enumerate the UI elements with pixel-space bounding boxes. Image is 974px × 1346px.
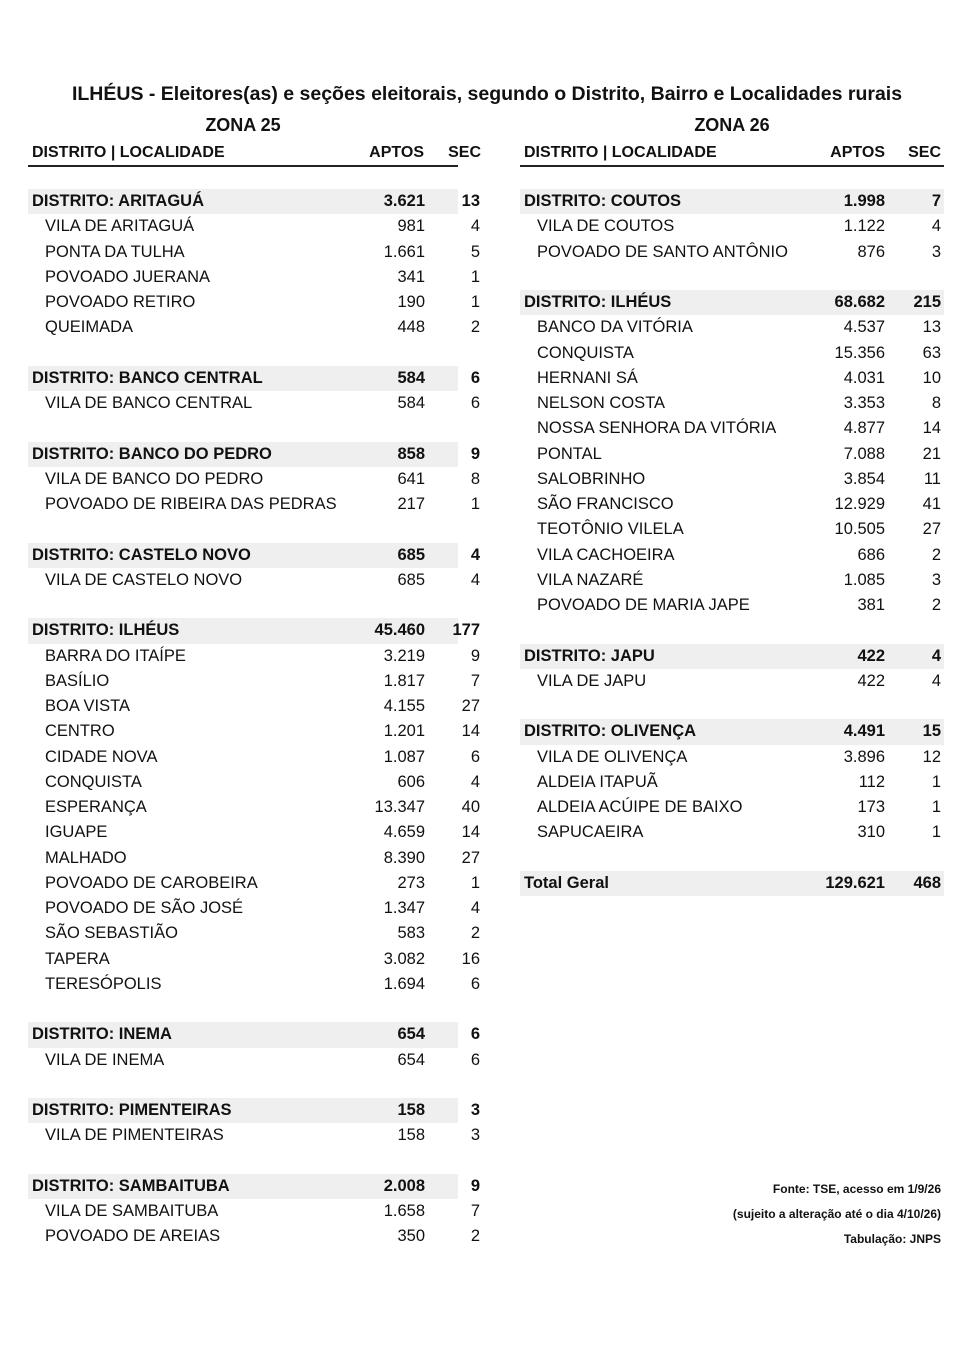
- voters-count: 3.353: [843, 394, 885, 412]
- voters-count: 654: [397, 1050, 425, 1069]
- locality-row: [28, 492, 480, 517]
- location-name: PONTAL: [537, 444, 602, 463]
- sections-count: 2: [931, 596, 941, 614]
- location-name: VILA DE ARITAGUÁ: [45, 217, 195, 236]
- sections-count: 177: [452, 621, 480, 640]
- sections-count: 9: [470, 444, 480, 463]
- sections-count: 6: [470, 747, 480, 766]
- locality-row: [28, 820, 480, 845]
- locality-row: [28, 795, 480, 820]
- location-name: VILA DE INEMA: [45, 1050, 165, 1069]
- locality-row: [520, 593, 944, 618]
- sections-count: 13: [461, 192, 480, 210]
- voters-count: 685: [397, 545, 425, 564]
- voters-count: 1.661: [383, 242, 425, 261]
- voters-count: 3.621: [383, 192, 425, 210]
- location-name: BASÍLIO: [45, 671, 110, 690]
- sections-count: 1: [470, 293, 480, 311]
- sections-count: 468: [913, 873, 941, 892]
- sections-count: 14: [922, 419, 941, 438]
- locality-row: [28, 896, 480, 921]
- sections-count: 6: [470, 1050, 480, 1069]
- voters-count: 7.088: [843, 444, 885, 463]
- sections-count: 7: [470, 1202, 480, 1220]
- voters-count: 273: [397, 873, 425, 892]
- locality-row: [28, 846, 480, 871]
- location-name: POVOADO DE RIBEIRA DAS PEDRAS: [45, 495, 337, 513]
- zone-26-heading: [520, 113, 944, 137]
- locality-row: [28, 1224, 480, 1249]
- voters-count: 584: [397, 394, 425, 412]
- sections-count: 9: [470, 646, 480, 665]
- location-name: DISTRITO: BANCO CENTRAL: [32, 368, 263, 387]
- voters-count: 310: [857, 823, 885, 842]
- voters-count: 4.877: [843, 419, 885, 438]
- spacer-row: [520, 265, 944, 290]
- sections-count: 2: [470, 924, 480, 943]
- sections-count: 27: [461, 848, 480, 867]
- location-name: VILA CACHOEIRA: [537, 545, 675, 564]
- location-name: BANCO DA VITÓRIA: [537, 318, 693, 337]
- column-header-aptos: APTOS: [369, 144, 424, 161]
- location-name: CONQUISTA: [45, 772, 142, 791]
- voters-count: 3.896: [843, 747, 885, 766]
- sections-count: 4: [470, 772, 480, 791]
- location-name: CIDADE NOVA: [45, 747, 158, 766]
- sections-count: 4: [931, 646, 941, 665]
- locality-row: [520, 543, 944, 568]
- locality-row: [28, 265, 480, 290]
- district-row: [28, 366, 480, 391]
- sections-count: 215: [913, 293, 941, 311]
- voters-count: 1.694: [383, 974, 425, 993]
- location-name: VILA DE COUTOS: [537, 217, 675, 236]
- spacer-row: [520, 694, 944, 719]
- sections-count: 1: [470, 495, 480, 513]
- voters-count: 584: [397, 368, 425, 387]
- location-name: DISTRITO: ILHÉUS: [524, 293, 672, 311]
- voters-count: 10.505: [834, 520, 885, 539]
- voters-count: 158: [397, 1101, 425, 1119]
- zone-26-table-body: [520, 189, 944, 896]
- locality-row: [520, 669, 944, 694]
- locality-row: [520, 467, 944, 492]
- voters-count: 4.031: [843, 368, 885, 387]
- location-name: CONQUISTA: [537, 343, 634, 362]
- sections-count: 9: [470, 1176, 480, 1195]
- location-name: SAPUCAEIRA: [537, 823, 644, 842]
- spacer-row: [28, 517, 458, 542]
- sections-count: 3: [931, 570, 941, 589]
- voters-count: 654: [397, 1025, 425, 1044]
- location-name: BOA VISTA: [45, 697, 130, 715]
- location-name: HERNANI SÁ: [537, 368, 638, 387]
- voters-count: 641: [397, 469, 425, 488]
- locality-row: [520, 795, 944, 820]
- locality-row: [520, 492, 944, 517]
- voters-count: 112: [858, 772, 885, 791]
- location-name: DISTRITO: INEMA: [32, 1025, 172, 1044]
- locality-row: [28, 568, 480, 593]
- spacer-row: [28, 997, 458, 1022]
- spacer-row: [28, 341, 458, 366]
- location-name: MALHADO: [45, 848, 127, 867]
- district-row: [28, 189, 480, 214]
- sections-count: 3: [931, 242, 941, 261]
- location-name: POVOADO DE SÃO JOSÉ: [45, 899, 244, 917]
- location-name: ALDEIA ACÚIPE DE BAIXO: [537, 798, 743, 816]
- voters-count: 3.082: [383, 949, 425, 968]
- location-name: VILA NAZARÉ: [537, 570, 644, 589]
- locality-row: [28, 972, 480, 997]
- locality-row: [520, 770, 944, 795]
- location-name: TERESÓPOLIS: [45, 974, 162, 993]
- sections-count: 6: [470, 974, 480, 993]
- locality-row: [520, 240, 944, 265]
- voters-count: 129.621: [825, 873, 885, 892]
- sections-count: 8: [470, 469, 480, 488]
- location-name: BARRA DO ITAÍPE: [45, 646, 186, 665]
- sections-count: 8: [931, 394, 941, 412]
- sections-count: 3: [470, 1126, 480, 1145]
- zone-25-heading: [28, 113, 458, 137]
- district-row: [520, 290, 944, 315]
- voters-count: 8.390: [383, 848, 425, 867]
- locality-row: [28, 921, 480, 946]
- locality-row: [520, 442, 944, 467]
- sections-count: 6: [470, 1025, 480, 1044]
- spacer-row: [28, 416, 458, 441]
- sections-count: 4: [931, 671, 941, 690]
- location-name: POVOADO JUERANA: [45, 267, 211, 286]
- locality-row: [520, 341, 944, 366]
- location-name: VILA DE BANCO DO PEDRO: [45, 469, 264, 488]
- locality-row: [520, 391, 944, 416]
- zone-25-table-header: [28, 140, 481, 167]
- location-name: POVOADO DE CAROBEIRA: [45, 873, 258, 892]
- voters-count: 68.682: [834, 293, 885, 311]
- locality-row: [520, 568, 944, 593]
- sections-count: 27: [922, 520, 941, 539]
- voters-count: 606: [397, 772, 425, 791]
- voters-count: 173: [857, 798, 885, 816]
- column-header-name: DISTRITO | LOCALIDADE: [32, 144, 225, 161]
- locality-row: [28, 467, 480, 492]
- locality-row: [28, 669, 480, 694]
- sections-count: 1: [931, 772, 941, 791]
- voters-count: 981: [397, 217, 425, 236]
- location-name: VILA DE BANCO CENTRAL: [45, 394, 253, 412]
- voters-count: 422: [857, 646, 885, 665]
- locality-row: [28, 947, 480, 972]
- voters-count: 1.817: [383, 671, 425, 690]
- column-header-sec: SEC: [448, 144, 481, 161]
- sections-count: 27: [461, 697, 480, 715]
- location-name: DISTRITO: CASTELO NOVO: [32, 545, 251, 564]
- district-row: [520, 871, 944, 896]
- location-name: DISTRITO: BANCO DO PEDRO: [32, 444, 272, 463]
- sections-count: 4: [470, 570, 480, 589]
- sections-count: 4: [931, 217, 941, 236]
- sections-count: 7: [931, 192, 941, 210]
- location-name: ALDEIA ITAPUÃ: [537, 772, 658, 791]
- location-name: DISTRITO: COUTOS: [524, 192, 682, 210]
- voters-count: 1.998: [843, 192, 885, 210]
- voters-count: 158: [397, 1126, 425, 1145]
- locality-row: [28, 719, 480, 744]
- location-name: VILA DE PIMENTEIRAS: [45, 1126, 224, 1145]
- sections-count: 5: [470, 242, 480, 261]
- district-row: [28, 1022, 480, 1047]
- voters-count: 858: [397, 444, 425, 463]
- location-name: DISTRITO: ARITAGUÁ: [32, 192, 205, 210]
- district-row: [520, 719, 944, 744]
- voters-count: 13.347: [374, 798, 425, 816]
- voters-count: 2.008: [383, 1176, 425, 1195]
- sections-count: 6: [470, 368, 480, 387]
- location-name: QUEIMADA: [45, 318, 134, 337]
- sections-count: 11: [923, 469, 941, 488]
- voters-count: 876: [857, 242, 885, 261]
- locality-row: [520, 416, 944, 441]
- location-name: VILA DE OLIVENÇA: [537, 747, 688, 766]
- location-name: POVOADO RETIRO: [45, 293, 196, 311]
- sections-count: 41: [922, 495, 941, 513]
- zone-26-table-header: [520, 140, 944, 167]
- spacer-row: [28, 1073, 458, 1098]
- sections-count: 14: [461, 722, 480, 741]
- location-name: SALOBRINHO: [537, 469, 646, 488]
- location-name: SÃO FRANCISCO: [537, 495, 674, 513]
- sections-count: 7: [470, 671, 480, 690]
- locality-row: [520, 366, 944, 391]
- location-name: POVOADO DE MARIA JAPE: [537, 596, 750, 614]
- sections-count: 21: [922, 444, 941, 463]
- location-name: DISTRITO: PIMENTEIRAS: [32, 1101, 232, 1119]
- district-row: [28, 442, 480, 467]
- voters-count: 341: [397, 267, 425, 286]
- locality-row: [28, 1048, 480, 1073]
- column-header-sec: SEC: [908, 144, 941, 161]
- location-name: IGUAPE: [45, 823, 108, 842]
- revision-note: (sujeito a alteração até o dia 4/10/26): [732, 1207, 941, 1221]
- zone-title: ZONA 25: [205, 115, 281, 135]
- sections-count: 1: [470, 873, 480, 892]
- locality-row: [520, 214, 944, 239]
- locality-row: [520, 745, 944, 770]
- voters-count: 3.219: [383, 646, 425, 665]
- locality-row: [28, 240, 480, 265]
- spacer-row: [28, 593, 458, 618]
- locality-row: [28, 391, 480, 416]
- voters-count: 15.356: [834, 343, 885, 362]
- zone-25-table-body: [28, 189, 480, 1250]
- locality-row: [520, 315, 944, 340]
- district-row: [28, 618, 480, 643]
- locality-row: [28, 644, 480, 669]
- sections-count: 4: [470, 545, 480, 564]
- locality-row: [28, 694, 480, 719]
- voters-count: 422: [857, 671, 885, 690]
- sections-count: 12: [922, 747, 941, 766]
- location-name: TEOTÔNIO VILELA: [537, 520, 684, 539]
- location-name: TAPERA: [45, 949, 110, 968]
- column-header-aptos: APTOS: [830, 144, 885, 161]
- location-name: DISTRITO: ILHÉUS: [32, 621, 180, 640]
- voters-count: 350: [397, 1227, 425, 1246]
- sections-count: 6: [470, 394, 480, 412]
- voters-count: 583: [397, 924, 425, 943]
- location-name: VILA DE CASTELO NOVO: [45, 570, 243, 589]
- source-note: Fonte: TSE, acesso em 1/9/26: [772, 1182, 941, 1196]
- location-name: POVOADO DE AREIAS: [45, 1227, 221, 1246]
- location-name: DISTRITO: SAMBAITUBA: [32, 1176, 230, 1195]
- locality-row: [28, 315, 480, 340]
- locality-row: [28, 871, 480, 896]
- locality-row: [28, 290, 480, 315]
- voters-count: 685: [397, 570, 425, 589]
- sections-count: 1: [931, 823, 941, 842]
- spacer-row: [28, 1149, 458, 1174]
- sections-count: 16: [461, 949, 480, 968]
- column-header-name: DISTRITO | LOCALIDADE: [524, 144, 717, 161]
- location-name: POVOADO DE SANTO ANTÔNIO: [537, 242, 788, 261]
- locality-row: [28, 214, 480, 239]
- location-name: VILA DE JAPU: [537, 671, 647, 690]
- location-name: CENTRO: [45, 722, 115, 741]
- location-name: VILA DE SAMBAITUBA: [45, 1202, 219, 1220]
- voters-count: 4.491: [843, 722, 885, 741]
- locality-row: [520, 820, 944, 845]
- location-name: NELSON COSTA: [537, 394, 666, 412]
- voters-count: 1.658: [383, 1202, 425, 1220]
- sections-count: 1: [470, 267, 480, 286]
- locality-row: [28, 1123, 480, 1148]
- sections-count: 2: [931, 545, 941, 564]
- voters-count: 1.347: [383, 899, 425, 917]
- locality-row: [28, 770, 480, 795]
- sections-count: 1: [931, 798, 941, 816]
- sections-count: 3: [470, 1101, 480, 1119]
- location-name: Total Geral: [524, 873, 609, 892]
- zone-title: ZONA 26: [694, 115, 770, 135]
- locality-row: [28, 745, 480, 770]
- sections-count: 13: [922, 318, 941, 337]
- sections-count: 4: [470, 899, 480, 917]
- location-name: ESPERANÇA: [45, 798, 147, 816]
- voters-count: 45.460: [374, 621, 425, 640]
- voters-count: 4.155: [383, 697, 425, 715]
- voters-count: 3.854: [843, 469, 885, 488]
- voters-count: 448: [397, 318, 425, 337]
- sections-count: 2: [470, 1227, 480, 1246]
- district-row: [520, 189, 944, 214]
- voters-count: 12.929: [834, 495, 885, 513]
- spacer-row: [520, 846, 944, 871]
- voters-count: 1.087: [383, 747, 425, 766]
- sections-count: 4: [470, 217, 480, 236]
- location-name: NOSSA SENHORA DA VITÓRIA: [537, 419, 777, 438]
- sections-count: 2: [470, 318, 480, 337]
- voters-count: 4.537: [843, 318, 885, 337]
- voters-count: 217: [397, 495, 425, 513]
- locality-row: [28, 1199, 480, 1224]
- spacer-row: [520, 618, 944, 643]
- voters-count: 1.085: [843, 570, 885, 589]
- voters-count: 1.201: [383, 722, 425, 741]
- page-title: ILHÉUS - Eleitores(as) e seções eleitorais, segundo o Distrito, Bairro e Localidades rurais: [71, 83, 903, 105]
- voters-count: 686: [857, 545, 885, 564]
- sections-count: 40: [461, 798, 480, 816]
- district-row: [28, 543, 480, 568]
- location-name: SÃO SEBASTIÃO: [45, 924, 178, 943]
- voters-count: 4.659: [383, 823, 425, 842]
- district-row: [28, 1174, 480, 1199]
- sections-count: 15: [922, 722, 941, 741]
- location-name: PONTA DA TULHA: [45, 242, 185, 261]
- voters-count: 381: [857, 596, 885, 614]
- sections-count: 10: [922, 368, 941, 387]
- sections-count: 14: [461, 823, 480, 842]
- sections-count: 63: [922, 343, 941, 362]
- location-name: DISTRITO: OLIVENÇA: [524, 722, 697, 741]
- district-row: [28, 1098, 480, 1123]
- voters-count: 190: [397, 293, 425, 311]
- locality-row: [520, 517, 944, 542]
- tabulation-note: Tabulação: JNPS: [843, 1232, 941, 1246]
- district-row: [520, 644, 944, 669]
- voters-count: 1.122: [843, 217, 885, 236]
- location-name: DISTRITO: JAPU: [524, 646, 655, 665]
